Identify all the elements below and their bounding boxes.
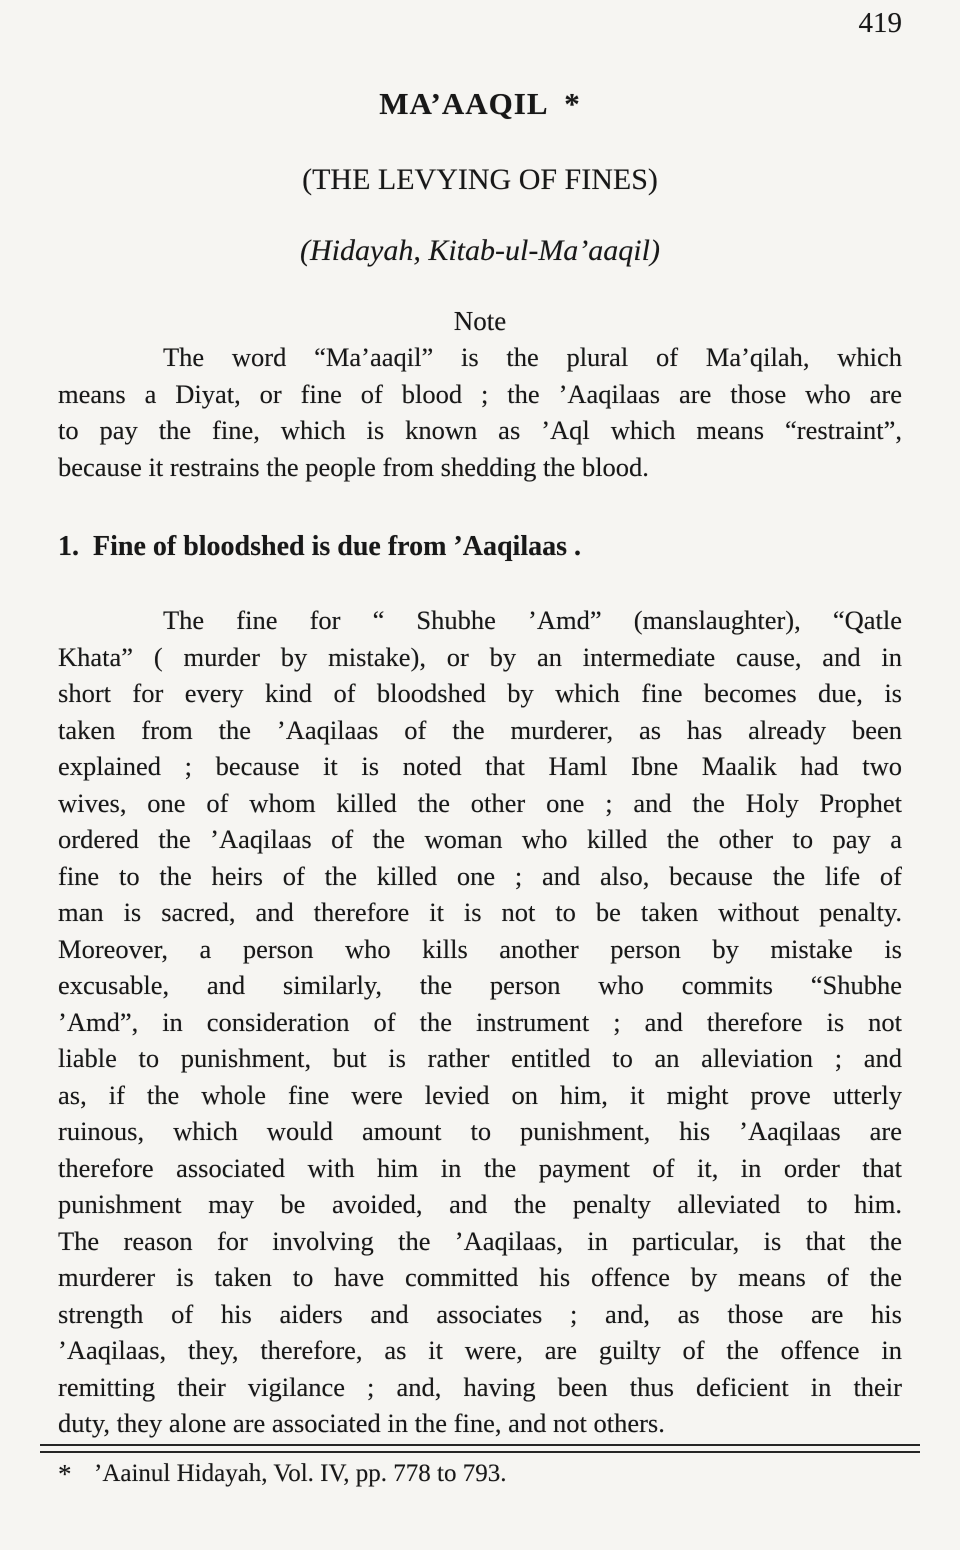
footnote-divider-rule <box>40 1444 920 1453</box>
text-line: duty, they alone are associated in the fine, and not others. <box>58 1408 665 1438</box>
chapter-title: MA’AAQIL * <box>379 86 581 121</box>
text-line: strength of his aiders and associates ; and, as those are his <box>58 1298 902 1329</box>
page-number: 419 <box>858 7 902 39</box>
text-line: liable to punishment, but is rather entitled to an alleviation ; and <box>58 1043 902 1073</box>
text-line: excusable, and similarly, the person who commits “Shubhe <box>58 970 902 1000</box>
text-line: remitting their vigilance ; and, having been thus deficient in their <box>58 1371 902 1402</box>
text-line: The fine for “ Shubhe ’Amd” (manslaughter), “Qatle <box>163 605 902 635</box>
note-paragraph <box>58 339 902 485</box>
text-line: because it restrains the people from shedding the blood. <box>58 451 649 482</box>
text-line: short for every kind of bloodshed by which fine becomes due, is <box>58 678 902 708</box>
footnote-asterisk-marker: * <box>58 1458 72 1489</box>
text-line: explained ; because it is noted that Haml Ibne Maalik had two <box>58 751 902 781</box>
text-line: ’Amd”, in consideration of the instrument ; and therefore is not <box>58 1006 902 1037</box>
text-line: The reason for involving the ’Aaqilaas, in particular, is that the <box>58 1225 902 1256</box>
text-line: ruinous, which would amount to punishment, his ’Aaqilaas are <box>58 1116 902 1146</box>
text-line: murderer is taken to have committed his offence by means of the <box>58 1262 902 1292</box>
text-line: means a Diyat, or fine of blood ; the ’Aaqilaas are those who are <box>58 378 902 409</box>
text-line: wives, one of whom killed the other one ; and the Holy Prophet <box>58 787 902 818</box>
text-line: to pay the fine, which is known as ’Aql which means “restraint”, <box>58 415 902 445</box>
body-paragraph <box>58 602 902 1442</box>
text-line: Khata” ( murder by mistake), or by an intermediate cause, and in <box>58 641 902 672</box>
chapter-subtitle: (THE LEVYING OF FINES) <box>302 163 658 196</box>
text-line: The word “Ma’aaqil” is the plural of Ma’qilah, which <box>163 342 902 372</box>
section-heading: 1. Fine of bloodshed is due from ’Aaqilaas . <box>58 531 581 562</box>
text-line: Moreover, a person who kills another person by mistake is <box>58 933 902 964</box>
text-line: taken from the ’Aaqilaas of the murderer, as has already been <box>58 714 902 745</box>
text-line: ordered the ’Aaqilaas of the woman who killed the other to pay a <box>58 824 902 854</box>
text-line: fine to the heirs of the killed one ; and also, because the life of <box>58 860 902 891</box>
text-line: man is sacred, and therefore it is not to be taken without penalty. <box>58 897 902 927</box>
text-line: therefore associated with him in the payment of it, in order that <box>58 1152 902 1183</box>
footnote-text: ’Aainul Hidayah, Vol. IV, pp. 778 to 793. <box>94 1459 507 1487</box>
note-heading: Note <box>453 306 507 336</box>
text-line: punishment may be avoided, and the penalty alleviated to him. <box>58 1189 902 1219</box>
text-line: ’Aaqilaas, they, therefore, as it were, are guilty of the offence in <box>58 1335 902 1365</box>
text-line: as, if the whole fine were levied on him, it might prove utterly <box>58 1079 902 1110</box>
source-reference: (Hidayah, Kitab-ul-Ma’aaqil) <box>300 234 660 267</box>
footnote <box>58 1457 902 1491</box>
